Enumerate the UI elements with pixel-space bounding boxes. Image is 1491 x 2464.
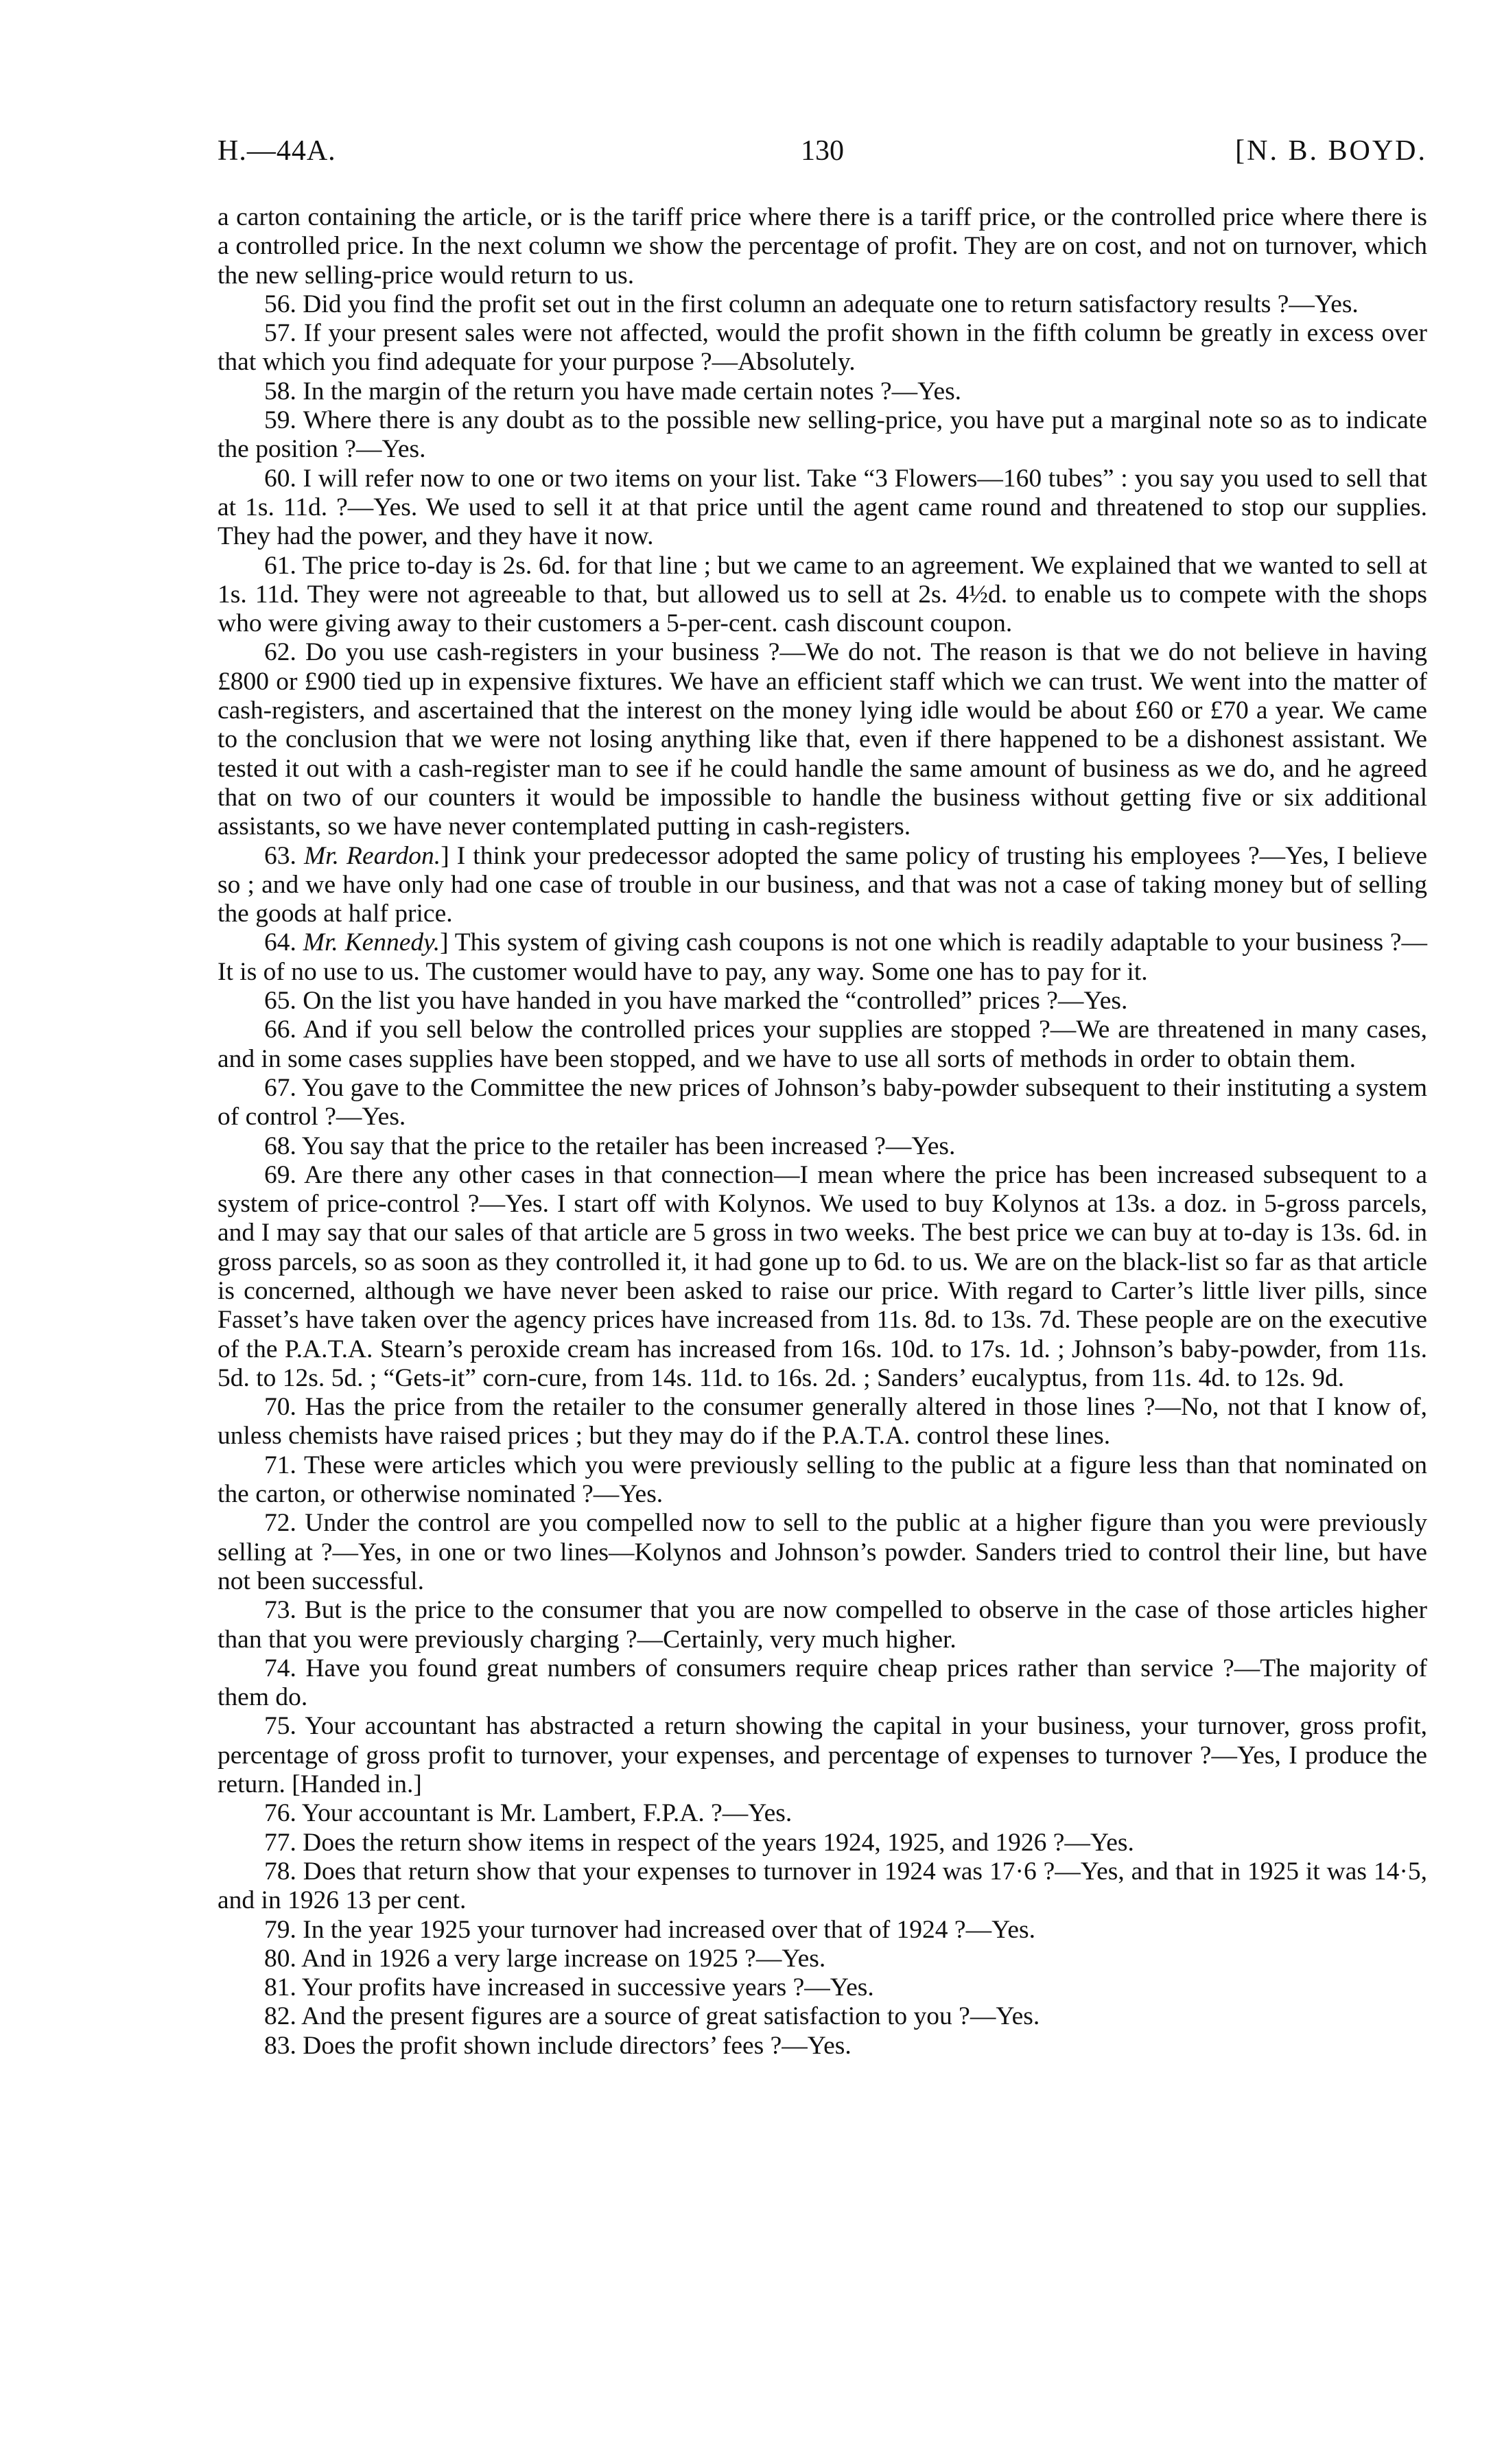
paragraph-text: 81. Your profits have increased in successive years ?—Yes. [264,1973,874,2002]
speaker-name: Mr. Kennedy. [303,928,441,957]
paragraph-text: 73. But is the price to the consumer that you are now compelled to observe in the case of those articles higher than that you were previously charging ?—Certainly, very much higher. [218,1596,1427,1654]
paragraph-text: 79. In the year 1925 your turnover had increased over that of 1924 ?—Yes. [264,1915,1036,1944]
paragraph-text: 61. The price to-day is 2s. 6d. for that line ; but we came to an agreement. We explained that we wanted to sell at 1s. 11d. They were not agreeable to that, but allowed us to sell at 2s. 4½d. to enable us to compete with the shops who were giving away to their customers a 5-per-cent. cash discount coupon. [218,551,1427,638]
paragraph-text: 76. Your accountant is Mr. Lambert, F.P.A. ?—Yes. [264,1799,793,1828]
paragraph-text: 66. And if you sell below the controlled prices your supplies are stopped ?—We are threatened in many cases, and in some cases supplies have been stopped, and we have to use all sorts of methods in order to obtain them. [218,1016,1427,1073]
paragraph-text: 59. Where there is any doubt as to the possible new selling-price, you have put a marginal note so as to indicate the position ?—Yes. [218,406,1427,464]
paragraph [218,1857,1427,1916]
paragraph-text: 65. On the list you have handed in you have marked the “controlled” prices ?—Yes. [264,987,1128,1016]
paragraph [218,1654,1427,1713]
paragraph [218,290,1427,319]
paragraph-text: 83. Does the profit shown include directors’ fees ?—Yes. [264,2031,852,2060]
paragraph [218,377,1427,406]
document-reference: H.—44A. [218,135,336,167]
paragraph [218,928,1427,987]
paragraph [218,1132,1427,1161]
paragraph [218,1945,1427,1973]
paragraph [218,1829,1427,1857]
paragraph-text: ] This system of giving cash coupons is not one which is readily adaptable to your business ?—It is of no use to us. The customer would have to pay, any way. Some one has to pay for it. [218,928,1427,986]
paragraph-text: 57. If your present sales were not affected, would the profit shown in the fifth column be greatly in excess over that which you find adequate for your purpose ?—Absolutely. [218,319,1427,377]
paragraph [218,1973,1427,2002]
paragraph [218,203,1427,290]
paragraph-text: 69. Are there any other cases in that connection—I mean where the price has been increased subsequent to a system of price-control ?—Yes. I start off with Kolynos. We used to buy Kolynos at 13s. a doz. in 5-gross parcels, and I may say that our sales of that article are 5 gross in two weeks. The best price we can buy at to-day is 13s. 6d. in gross parcels, so as soon as they controlled it, it had gone up to 6d. to us. We are on the black-list so far as that article is concerned, although we have never been asked to raise our price. With regard to Carter’s little liver pills, since Fasset’s have taken over the agency prices have increased from 11s. 8d. to 13s. 7d. These people are on the executive of the P.A.T.A. Stearn’s peroxide cream has increased from 16s. 10d. to 17s. 1d. ; Johnson’s baby-powder, from 11s. 5d. to 12s. 5d. ; “Gets-it” corn-cure, from 14s. 11d. to 16s. 2d. ; Sanders’ eucalyptus, from 11s. 4d. to 12s. 9d. [218,1160,1427,1392]
paragraph-number: 63. [264,841,304,870]
paragraph [218,1799,1427,1828]
paragraph [218,2032,1427,2061]
paragraph [218,2002,1427,2031]
paragraph-text: 78. Does that return show that your expenses to turnover in 1924 was 17·6 ?—Yes, and that in 1925 it was 14·5, and in 1926 13 per cent. [218,1857,1427,1915]
paragraph-text: ] I think your predecessor adopted the same policy of trusting his employees ?—Yes, I believe so ; and we have only had one case of trouble in our business, and that was not a case of taking money but of selling the goods at half price. [218,841,1427,928]
document-body [218,203,1427,2061]
paragraph [218,1509,1427,1596]
paragraph [218,552,1427,639]
paragraph-text: 75. Your accountant has abstracted a return showing the capital in your business, your turnover, gross profit, percentage of gross profit to turnover, your expenses, and percentage of expenses to turnover ?—Yes, I produce the return. [Handed in.] [218,1712,1427,1799]
paragraph-text: 80. And in 1926 a very large increase on 1925 ?—Yes. [264,1944,826,1973]
page-header [218,134,1427,176]
paragraph-text: 72. Under the control are you compelled now to sell to the public at a higher figure than you were previously selling at ?—Yes, in one or two lines—Kolynos and Johnson’s powder. Sanders tried to control their line, but have not been successful. [218,1509,1427,1595]
paragraph [218,1712,1427,1799]
paragraph-text: 58. In the margin of the return you have made certain notes ?—Yes. [264,377,962,406]
paragraph [218,1596,1427,1654]
paragraph [218,1451,1427,1510]
paragraph [218,1393,1427,1451]
paragraph-text: 67. You gave to the Committee the new prices of Johnson’s baby-powder subsequent to their instituting a system of control ?—Yes. [218,1073,1427,1131]
paragraph-text: 60. I will refer now to one or two items on your list. Take “3 Flowers—160 tubes” : you say you used to sell that at 1s. 11d. ?—Yes. We used to sell it at that price until the agent came round and threatened to stop our supplies. They had the power, and they have it now. [218,464,1427,551]
paragraph-text: 82. And the present figures are a source of great satisfaction to you ?—Yes. [264,2002,1040,2031]
paragraph [218,1916,1427,1945]
paragraph-text: a carton containing the article, or is the tariff price where there is a tariff price, or the controlled price where there is a controlled price. In the next column we show the percentage of profit. They are on cost, and not on turnover, which the new selling-price would return to us. [218,203,1427,290]
paragraph [218,1161,1427,1393]
witness-name: [N. B. BOYD. [1235,135,1427,167]
paragraph-text: 71. These were articles which you were previously selling to the public at a figure less than that nominated on the carton, or otherwise nominated ?—Yes. [218,1451,1427,1509]
paragraph-text: 77. Does the return show items in respect of the years 1924, 1925, and 1926 ?—Yes. [264,1828,1134,1857]
paragraph [218,319,1427,377]
paragraph-text: 56. Did you find the profit set out in the first column an adequate one to return satisfactory results ?—Yes. [264,290,1359,318]
paragraph-number: 64. [264,928,303,957]
paragraph-text: 62. Do you use cash-registers in your business ?—We do not. The reason is that we do not believe in having £800 or £900 tied up in expensive fixtures. We have an efficient staff which we can trust. We went into the matter of cash-registers, and ascertained that the interest on the money lying idle would be about £60 or £70 a year. We came to the conclusion that we were not losing anything like that, even if there happened to be a dishonest assistant. We tested it out with a cash-register man to see if he could handle the same amount of business as we do, and he agreed that on two of our counters it would be impossible to handle the business without getting five or six additional assistants, so we have never contemplated putting in cash-registers. [218,638,1427,841]
page-number: 130 [801,135,844,167]
paragraph [218,1016,1427,1074]
paragraph [218,638,1427,841]
paragraph [218,1074,1427,1132]
paragraph-text: 68. You say that the price to the retailer has been increased ?—Yes. [264,1131,956,1160]
paragraph [218,987,1427,1016]
paragraph [218,406,1427,465]
speaker-name: Mr. Reardon. [303,841,441,870]
paragraph [218,842,1427,929]
paragraph-text: 74. Have you found great numbers of consumers require cheap prices rather than service ?—The majority of them do. [218,1654,1427,1712]
paragraph [218,465,1427,552]
paragraph-text: 70. Has the price from the retailer to the consumer generally altered in those lines ?—No, not that I know of, unless chemists have raised prices ; but they may do if the P.A.T.A. control these lines. [218,1393,1427,1451]
